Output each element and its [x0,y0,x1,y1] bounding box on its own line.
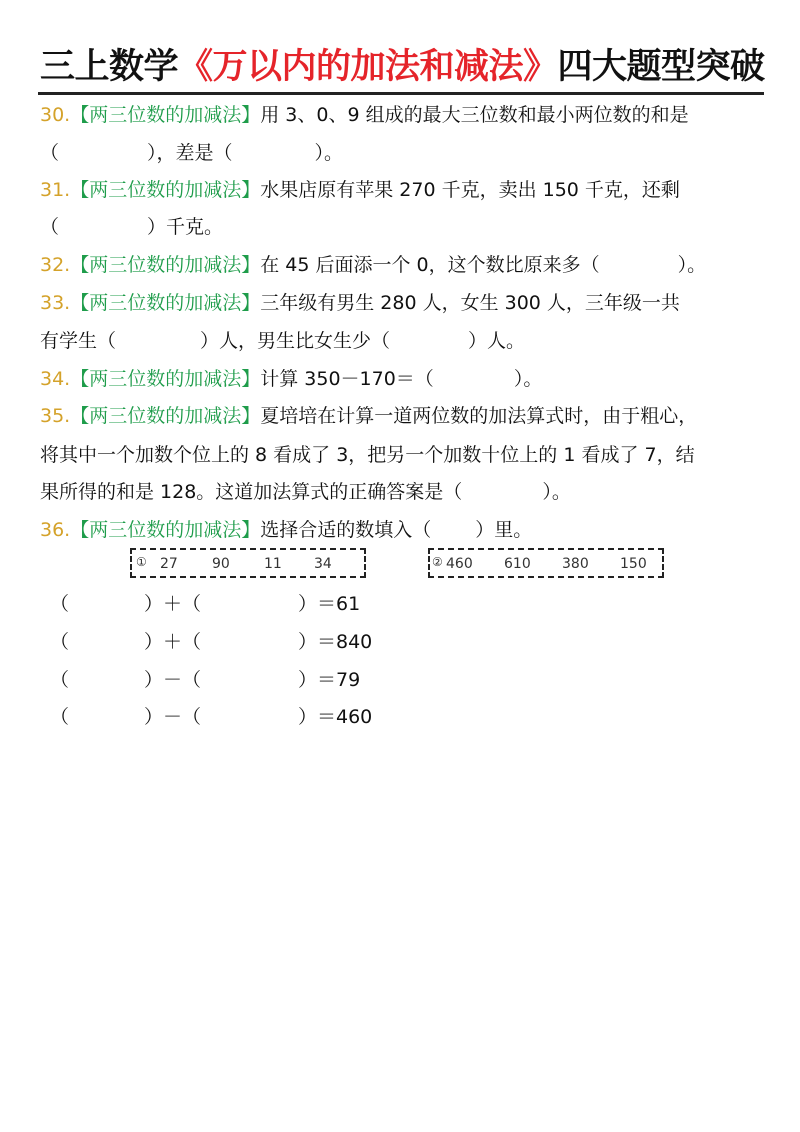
question-tag: 【两三位数的加减法】 [70,292,261,314]
question-30-line-1 [40,100,689,130]
question-31-line-2 [40,212,223,242]
question-tag: 【两三位数的加减法】 [70,519,261,541]
paren-open: （ [50,706,70,728]
question-34-line-1 [40,364,542,394]
question-text: ），差是（ [147,142,233,164]
question-text: 在 45 后面添一个 0，这个数比原来多（ [260,254,600,276]
title-suffix: 四大题型突破 [557,47,765,87]
option-value: 27 [160,556,178,572]
question-tag: 【两三位数的加减法】 [70,179,261,201]
question-text: 三年级有男生 280 人，女生 300 人，三年级一共 [260,292,680,314]
paren-open: （ [50,631,70,653]
question-36-line-1 [40,515,532,545]
question-text: 夏培培在计算一道两位数的加法算式时，由于粗心， [260,405,698,427]
equation-operator: ）－（ [144,669,202,691]
title-divider [38,92,764,95]
equation-result: ）＝61 [298,593,361,615]
option-marker: ① [136,555,147,569]
paren-open: （ [40,142,60,164]
option-marker: ② [432,555,443,569]
option-value: 380 [562,556,589,572]
page-title [40,42,765,92]
equation-result: ）＝79 [298,669,361,691]
question-number: 32. [40,254,71,276]
paren-close: ）。 [513,368,543,390]
question-text: ）人。 [468,330,526,352]
question-tag: 【两三位数的加减法】 [70,368,261,390]
option-value: 610 [504,556,531,572]
question-text: ）人，男生比女生少（ [200,330,391,352]
question-text: ）里。 [475,519,533,541]
equation-operator: ）＋（ [144,631,202,653]
question-text: 计算 350－170＝（ [260,368,434,390]
option-value: 11 [264,556,282,572]
paren-open: （ [50,593,70,615]
option-value: 34 [314,556,332,572]
options-box-1 [130,548,366,578]
question-number: 34. [40,368,71,390]
equation-result: ）＝840 [298,631,373,653]
question-tag: 【两三位数的加减法】 [70,254,261,276]
options-box-2 [428,548,664,578]
question-text: 水果店原有苹果 270 千克，卖出 150 千克，还剩 [260,179,680,201]
question-text: 果所得的和是 128。这道加法算式的正确答案是（ [40,481,463,503]
question-tag: 【两三位数的加减法】 [70,104,261,126]
equation-result: ）＝460 [298,706,373,728]
question-number: 30. [40,104,71,126]
question-35-line-3 [40,477,571,507]
paren-close: ）。 [314,142,344,164]
question-tag: 【两三位数的加减法】 [70,405,261,427]
equation-operator: ）＋（ [144,593,202,615]
question-35-line-1 [40,401,697,431]
paren-close: ）。 [677,254,707,276]
option-value: 460 [446,556,473,572]
question-text: ）千克。 [147,216,224,238]
question-text: 用 3、0、9 组成的最大三位数和最小两位数的和是 [260,104,689,126]
paren-open: （ [50,669,70,691]
equation-operator: ）－（ [144,706,202,728]
question-text: 选择合适的数填入（ [260,519,432,541]
question-30-line-2 [40,138,343,168]
question-33-line-1 [40,288,680,318]
title-highlight: 《万以内的加法和减法》 [178,47,558,87]
paren-open: （ [40,216,60,238]
question-number: 36. [40,519,71,541]
question-text: 有学生（ [40,330,117,352]
question-31-line-1 [40,175,680,205]
question-35-line-2 [40,440,695,470]
question-32-line-1 [40,250,706,280]
paren-close: ）。 [542,481,571,503]
question-text: 将其中一个加数个位上的 8 看成了 3，把另一个加数十位上的 1 看成了 7，结 [40,444,695,466]
option-value: 90 [212,556,230,572]
title-prefix: 三上数学 [40,47,179,87]
question-number: 35. [40,405,71,427]
question-number: 31. [40,179,71,201]
question-number: 33. [40,292,71,314]
option-value: 150 [620,556,647,572]
question-33-line-2 [40,326,525,356]
